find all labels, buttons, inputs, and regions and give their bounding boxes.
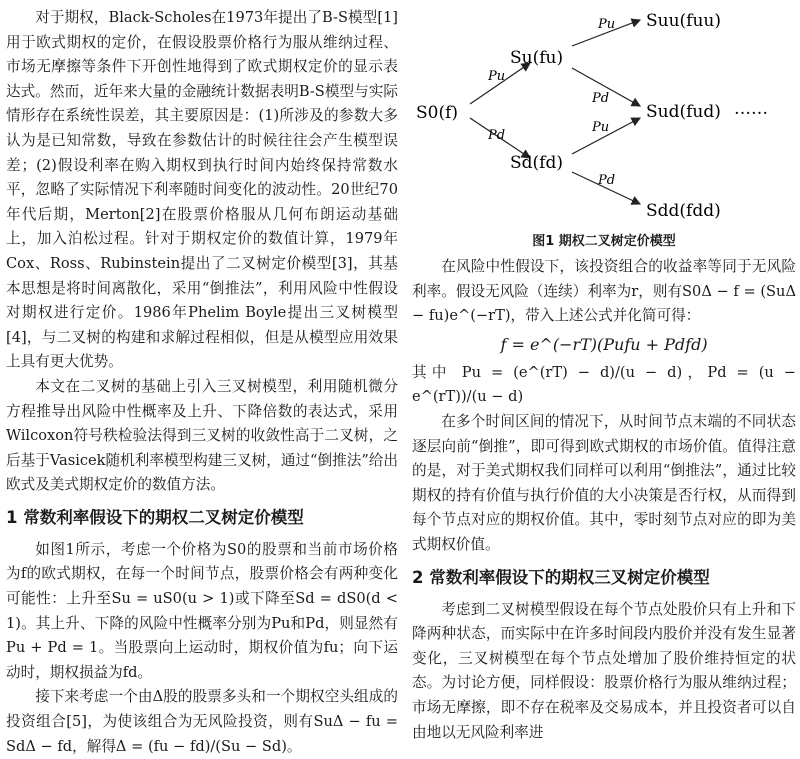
paragraph-trinomial: 考虑到二叉树模型假设在每个节点处股价只有上升和下降两种状态，而实际中在许多时间段内股价并没有发生显著变化，三叉树模型在每个节点处增加了股价维持恒定的状态。为讨论方便，同样假设：股票价格行为服从维纳过程；市场无摩擦，即不存在税率及交易成本，并且投资者可以自由地以无风险利率进	[412, 600, 796, 741]
label-pd-2: Pd	[592, 91, 610, 106]
label-pu-1: Pu	[488, 69, 506, 84]
paragraph-risk-neutral: 在风险中性假设下，该投资组合的收益率等同于无风险利率。假设无风险（连续）利率为r，则有S0Δ − f = (SuΔ − fu)e^(−rT)，带入上述公式并化简可得：	[412, 258, 796, 325]
paragraph-intro: 对于期权，Black-Scholes在1973年提出了B-S模型[1]用于欧式期权的定价，在假设股票价格行为服从维纳过程、市场无摩擦等条件下开创性地得到了欧式期权定价的显示表达式。然而，近年来大量的金融统计数据表明B-S模型与实际情形存在系统性误差，其主要原因是：(1)所涉及的参数大多认为是已知常数，导致在参数估计的时候往往会产生模型误差；(2)假设利率在购入期权到执行时间内始终保持常数水平，忽略了实际情况下利率随时间变化的波动性。20世纪70年代后期，Merton[2]在股票价格服从几何布朗运动基础上，加入泊松过程。针对于期权定价的数值计算，1979年Cox、Ross、Rubinstein提出了二叉树定价模型[3]，其基本思想是将时间离散化，采用“倒推法”，利用风险中性假设对期权进行定价。1986年Phelim Boyle提出三叉树模型[4]，与二叉树的构建和求解过程相似，但是从模型应用效果上具有更大优势。	[6, 9, 398, 371]
formula-option-value: f = e^(−rT)(Pufu + Pdfd)	[500, 334, 708, 354]
paragraph-portfolio: 接下来考虑一个由Δ股的股票多头和一个期权空头组成的投资组合[5]，为使该组合为无风险投资，则有SuΔ − fu = SdΔ − fd，解得Δ = (fu − fd)/(Su − Sd)。	[6, 688, 398, 755]
node-dd: Sdd(fdd)	[646, 201, 721, 221]
node-up: Su(fu)	[510, 48, 564, 68]
formula-probabilities: 其中 Pu = (e^(rT) − d)/(u − d)，Pd = (u − e^(rT))/(u − d)	[412, 363, 796, 406]
paragraph-overview: 本文在二叉树的基础上引入三叉树模型，利用随机微分方程推导出风险中性概率及上升、下降倍数的表达式，采用Wilcoxon符号秩检验法得到三叉树的收敛性高于二叉树，之后基于Vasicek随机利率模型构建三叉树，通过“倒推法”给出欧式及美式期权定价的数值方法。	[6, 377, 398, 494]
node-down: Sd(fd)	[510, 153, 563, 173]
label-pu-3: Pu	[592, 120, 610, 135]
continuation-dots: ……	[734, 99, 768, 119]
paragraph-backward-induction: 在多个时间区间的情况下，从时间节点末端的不同状态逐层向前“倒推”，即可得到欧式期权的市场价值。值得注意的是，对于美式期权我们同样可以利用“倒推法”，通过比较期权的持有价值与执行价值的大小决策是否行权，从而得到每个节点对应的期权价值。其中，零时刻节点对应的即为美式期权价值。	[412, 412, 796, 553]
section-heading-2: 2 常数利率假设下的期权三叉树定价模型	[412, 567, 710, 587]
binomial-tree-diagram	[412, 6, 796, 231]
label-pu-2: Pu	[598, 17, 616, 32]
label-pd-1: Pd	[488, 128, 506, 143]
node-ud: Sud(fud)	[646, 102, 721, 122]
figure-caption: 图1 期权二叉树定价模型	[532, 234, 676, 249]
paragraph-binomial-setup: 如图1所示，考虑一个价格为S0的股票和当前市场价格为f的欧式期权，在每一个时间节点，股票价格会有两种变化可能性：上升至Su = uS0(u > 1)或下降至Sd = dS0(d < 1)。其上升、下降的风险中性概率分别为Pu和Pd，则显然有Pu + Pd = 1。当股票向上运动时，期权价值为fu；向下运动时，期权损益为fd。	[6, 540, 398, 681]
node-root: S0(f)	[416, 103, 459, 123]
label-pd-3: Pd	[598, 173, 616, 188]
right-column	[412, 6, 796, 745]
left-column	[6, 6, 398, 759]
section-heading-1: 1 常数利率假设下的期权二叉树定价模型	[6, 507, 304, 527]
node-uu: Suu(fuu)	[646, 11, 721, 31]
